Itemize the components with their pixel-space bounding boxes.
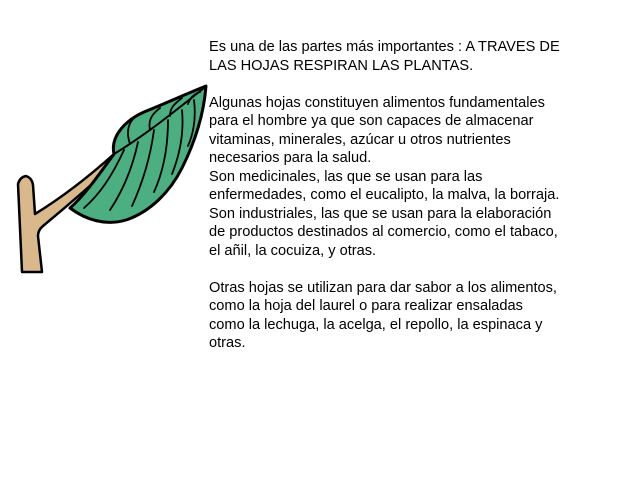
text-block xyxy=(209,38,629,353)
paragraph-intro: Es una de las partes más importantes : A TRAVES DE LAS HOJAS RESPIRAN LAS PLANTAS. xyxy=(209,39,560,74)
leaf-on-branch-icon xyxy=(14,84,210,274)
paragraph-flavor: Otras hojas se utilizan para dar sabor a los alimentos, como la hoja del laurel o para realizar ensaladas como la lechuga, la acelga, el repollo, la espinaca y otras. xyxy=(209,279,557,351)
paragraph-uses: Algunas hojas constituyen alimentos fundamentales para el hombre ya que son capaces de almacenar vitaminas, minerales, azúcar u otros nutrientes necesarios para la salud. Son medicinales, las que se usan para las enfermedades, como el eucalipto, la malva, la borraja. Son industriales, las que se usan para la elaboración de productos destinados al comercio, como el tabaco, el añil, la cocuiza, y otras. xyxy=(209,94,560,259)
